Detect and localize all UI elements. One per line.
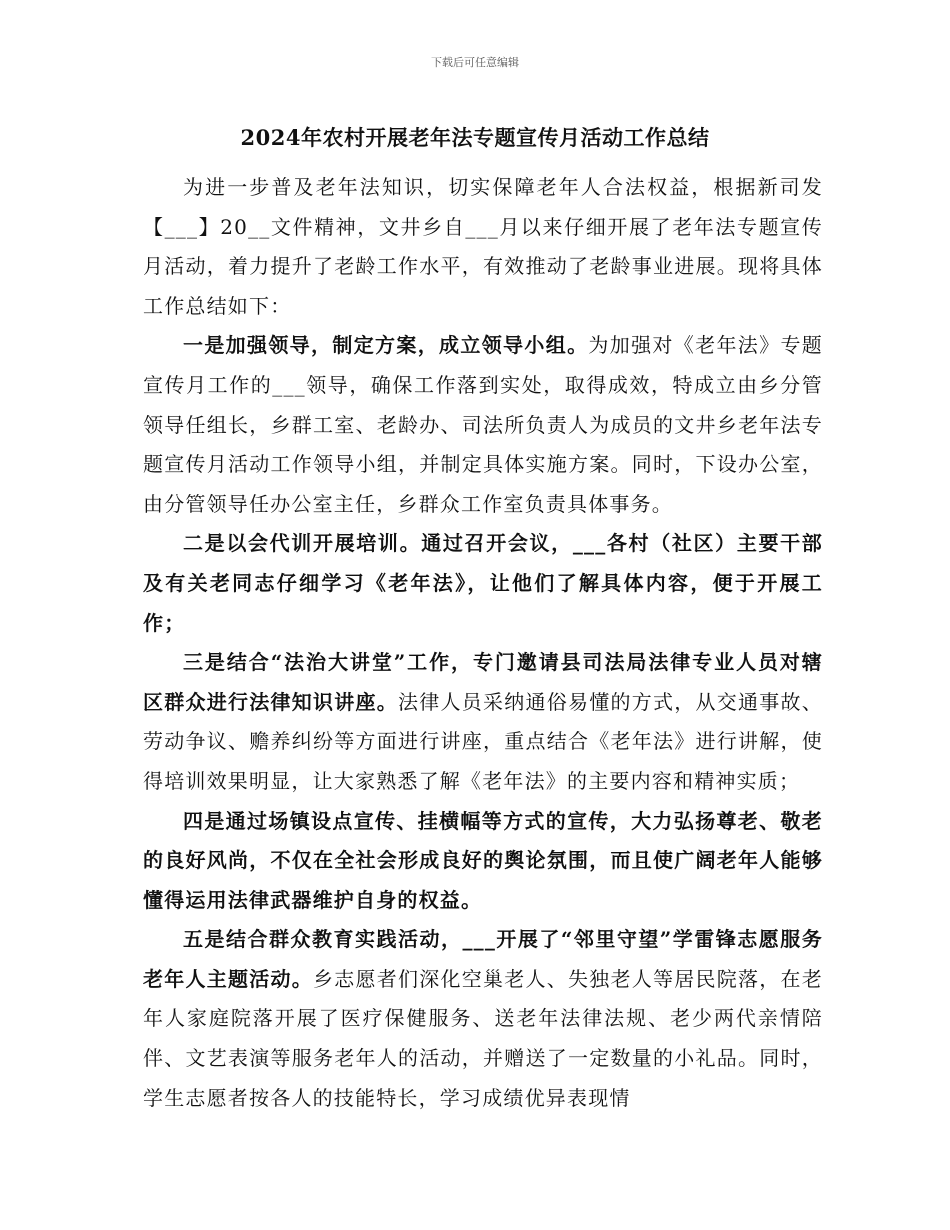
paragraph-item-2 xyxy=(143,524,823,643)
paragraph-lead: 四是通过场镇设点宣传、挂横幅等方式的宣传，大力弘扬尊老、敬老的良好风尚，不仅在全社会形成良好的舆论氛围，而且使广阔老年人能够懂得运用法律武器维护自身的权益。 xyxy=(143,808,823,912)
document-body xyxy=(143,168,823,1118)
paragraph-lead: 二是以会代训开展培训。通过召开会议，___各村（社区）主要干部及有关老同志仔细学习《老年法》，让他们了解具体内容，便于开展工作； xyxy=(143,531,823,635)
paragraph-item-1 xyxy=(143,326,823,524)
paragraph-text: 乡志愿者们深化空巢老人、失独老人等居民院落，在老年人家庭院落开展了医疗保健服务、送老年法律法规、老少两代亲情陪伴、文艺表演等服务老年人的活动，并赠送了一定数量的小礼品。同时，学生志愿者按各人的技能特长，学习成绩优异表现情 xyxy=(143,966,823,1110)
header-note: 下载后可任意编辑 xyxy=(431,56,519,69)
paragraph-item-3 xyxy=(143,643,823,801)
paragraph-lead: 一是加强领导，制定方案，成立领导小组。 xyxy=(183,333,589,358)
paragraph-item-4 xyxy=(143,802,823,921)
document-title: 2024年农村开展老年法专题宣传月活动工作总结 xyxy=(240,125,710,150)
paragraph-item-5 xyxy=(143,920,823,1118)
paragraph-text: 法律人员采纳通俗易懂的方式，从交通事故、劳动争议、赡养纠纷等方面进行讲座，重点结合《老年法》进行讲解，使得培训效果明显，让大家熟悉了解《老年法》的主要内容和精神实质； xyxy=(143,689,824,793)
paragraph-lead: 三是结合“法治大讲堂”工作，专门邀请县司法局法律专业人员对辖区群众进行法律知识讲座。 xyxy=(143,650,823,714)
paragraph-lead: 五是结合群众教育实践活动，___开展了“邻里守望”学雷锋志愿服务老年人主题活动。 xyxy=(143,927,823,991)
paragraph-text: 为进一步普及老年法知识，切实保障老年人合法权益，根据新司发【___】20__文件精神，文井乡自___月以来仔细开展了老年法专题宣传月活动，着力提升了老龄工作水平，有效推动了老龄事业进展。现将具体工作总结如下： xyxy=(143,175,823,318)
paragraph-intro xyxy=(143,168,823,326)
paragraph-text: 为加强对《老年法》专题宣传月工作的___领导，确保工作落到实处，取得成效，特成立由乡分管领导任组长，乡群工室、老龄办、司法所负责人为成员的文井乡老年法专题宣传月活动工作领导小组，并制定具体实施方案。同时，下设办公室，由分管领导任办公室主任，乡群众工作室负责具体事务。 xyxy=(143,333,823,516)
